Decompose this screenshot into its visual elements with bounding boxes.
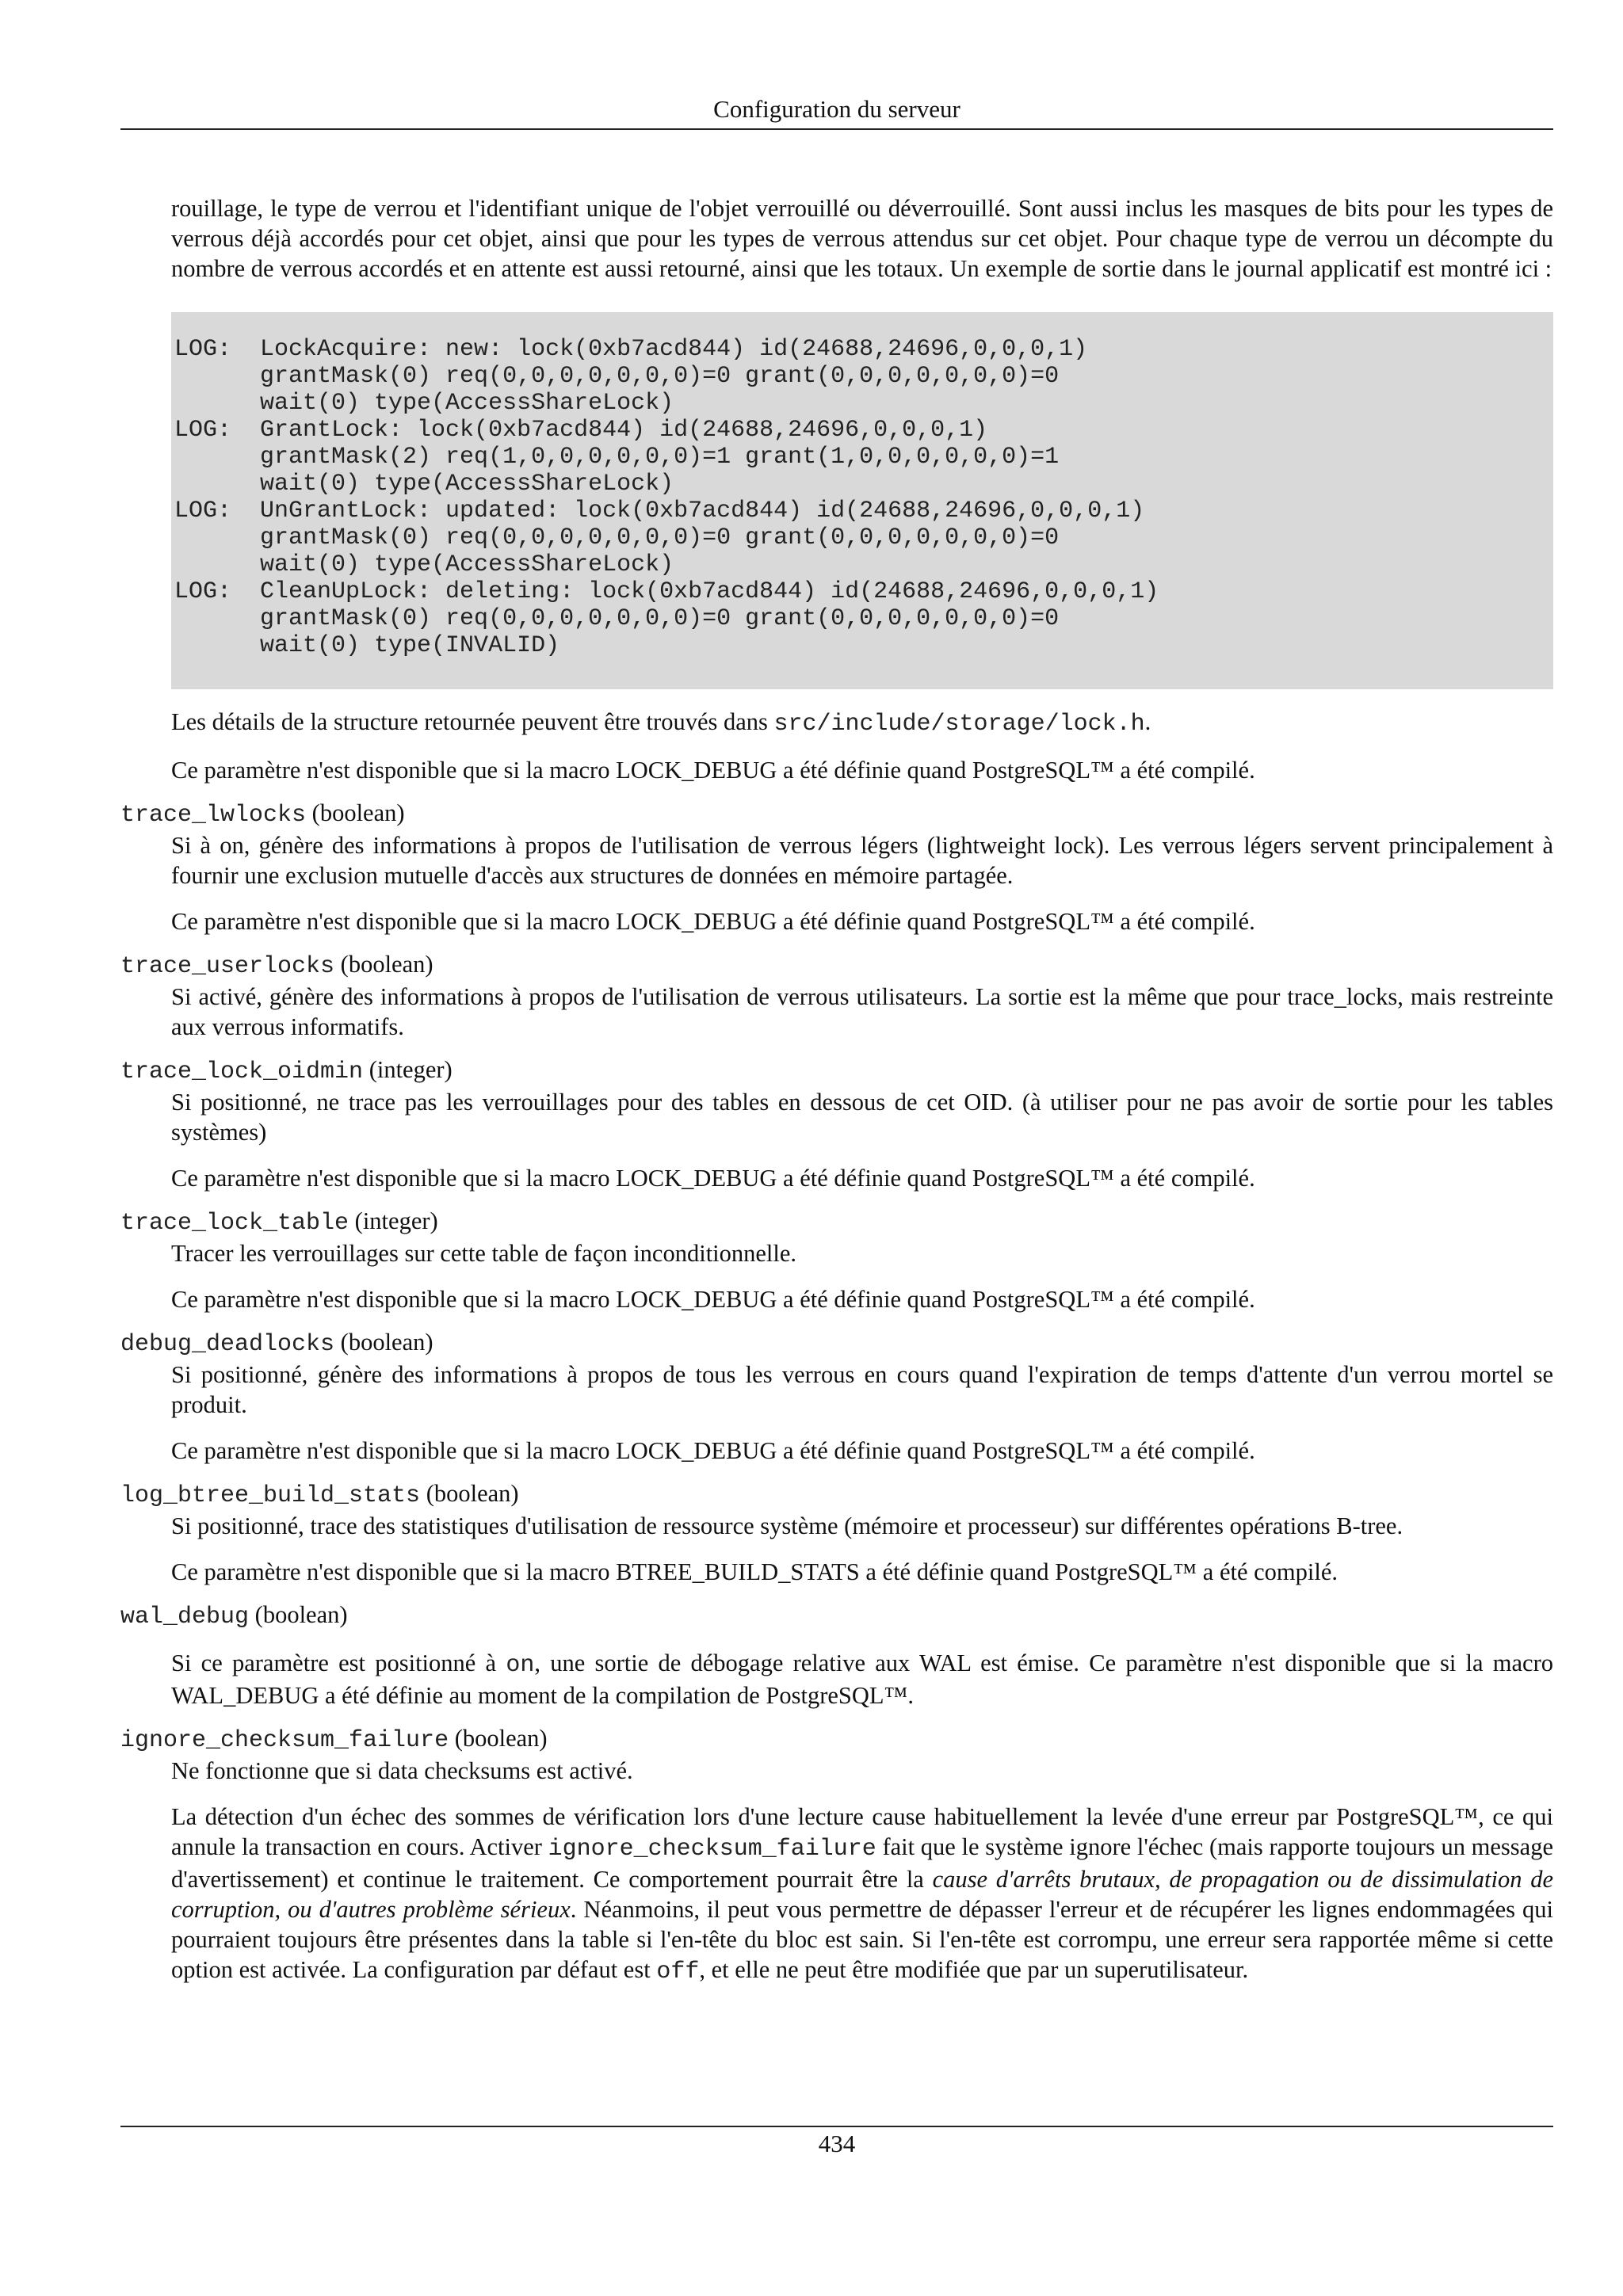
lock-debug-note: Ce paramètre n'est disponible que si la macro LOCK_DEBUG a été définie quand PostgreSQL™ a été compilé. (171, 1437, 1255, 1464)
term-header (120, 1327, 1553, 1360)
param-type: (integer) (369, 1056, 453, 1083)
param-description: Si activé, génère des informations à propos de l'utilisation de verrous utilisateurs. La sortie est la même que pour trace_locks, mais restreinte aux verrous informatifs. (171, 983, 1553, 1040)
header-rule (120, 128, 1553, 130)
on-value: on (506, 1652, 535, 1679)
param-description: Si positionné, trace des statistiques d'utilisation de ressource système (mémoire et processeur) sur différentes opérations B-tree. (171, 1512, 1403, 1539)
term-header (120, 1055, 1553, 1087)
desc-text: , et elle ne peut être modifiée que par un superutilisateur. (699, 1956, 1249, 1983)
param-name: trace_lock_table (120, 1210, 349, 1237)
param-name: trace_lock_oidmin (120, 1058, 364, 1085)
term-header (120, 798, 1553, 830)
param-type: (boolean) (454, 1725, 548, 1752)
param-description: Tracer les verrouillages sur cette table de façon inconditionnelle. (171, 1240, 797, 1267)
term-debug-deadlocks (120, 1327, 1553, 1466)
running-header: Configuration du serveur (713, 95, 960, 123)
desc-text: La détection d'un échec des sommes de vérification lors d'une lecture cause habituellement la levée d'une erreur par PostgreSQL™, ce qui annule la transaction en cours. Activer (171, 1803, 1553, 1860)
param-name: debug_deadlocks (120, 1331, 335, 1358)
page-number: 434 (818, 2130, 856, 2157)
param-description: Si positionné, génère des informations à propos de tous les verrous en cours quand l'expiration de temps d'attente d'un verrou mortel se produit. (171, 1361, 1553, 1418)
lock-debug-note: Ce paramètre n'est disponible que si la macro LOCK_DEBUG a été définie quand PostgreSQL™ a été compilé. (171, 1165, 1255, 1192)
checksum-detail-paragraph (171, 1802, 1553, 1987)
code-line: LOG: GrantLock: lock(0xb7acd844) id(24688,24696,0,0,0,1) (174, 417, 988, 444)
param-type: (boolean) (426, 1480, 519, 1507)
desc-text: . Néanmoins, il peut vous permettre de dépasser l'erreur et de récupérer les lignes endommagées qui pourraient toujours être présentes dans la table si l'en-tête du bloc est sain. Si l'en-tête est corrompu, une erreur sera rapportée même si cette option est activée. La configuration par défaut est (171, 1896, 1553, 1983)
code-line: grantMask(0) req(0,0,0,0,0,0,0)=0 grant(0,0,0,0,0,0,0)=0 (174, 363, 1060, 390)
code-line: wait(0) type(AccessShareLock) (174, 471, 674, 498)
term-header (120, 1206, 1553, 1238)
param-description: Ne fonctionne que si data checksums est activé. (171, 1757, 633, 1784)
off-value: off (656, 1958, 700, 1985)
lock-debug-note: Ce paramètre n'est disponible que si la macro LOCK_DEBUG a été définie quand PostgreSQL™ a été compilé. (171, 908, 1255, 935)
term-header (120, 949, 1553, 982)
term-log-btree-build-stats (120, 1478, 1553, 1587)
code-line: LOG: UnGrantLock: updated: lock(0xb7acd844) id(24688,24696,0,0,0,1) (174, 498, 1145, 524)
intro-paragraph: rouillage, le type de verrou et l'identifiant unique de l'objet verrouillé ou déverrouillé. Sont aussi inclus les masques de bits pour les types de verrous déjà accordés pour cet objet, ainsi que pour les types de verrous attendus sur cet objet. Pour chaque type de verrou un décompte du nombre de verrous accordés et en attente est aussi retourné, ainsi que les totaux. Un exemple de sortie dans le journal applicatif est montré ici : (171, 195, 1553, 282)
param-name: wal_debug (120, 1604, 250, 1630)
param-description (171, 1648, 1553, 1711)
code-line: LOG: CleanUpLock: deleting: lock(0xb7acd844) id(24688,24696,0,0,0,1) (174, 578, 1159, 605)
desc-text: Si ce paramètre est positionné à (171, 1650, 506, 1676)
param-type: (boolean) (254, 1601, 348, 1628)
emphasis-text: cause d'arrêts brutaux, de propagation ou de dissimulation de corruption, ou d'autres problème sérieux (171, 1866, 1553, 1923)
term-trace-lock-oidmin (120, 1055, 1553, 1193)
page-body (120, 193, 1553, 1987)
code-line: grantMask(0) req(0,0,0,0,0,0,0)=0 grant(0,0,0,0,0,0,0)=0 (174, 605, 1060, 632)
term-header (120, 1478, 1553, 1511)
term-header (120, 1723, 1553, 1756)
btree-build-stats-note: Ce paramètre n'est disponible que si la macro BTREE_BUILD_STATS a été définie quand PostgreSQL™ a été compilé. (171, 1558, 1338, 1585)
lock-debug-note: Ce paramètre n'est disponible que si la macro LOCK_DEBUG a été définie quand PostgreSQL™ a été compilé. (171, 1286, 1255, 1313)
code-line: wait(0) type(AccessShareLock) (174, 390, 674, 417)
blank-gap (120, 1632, 1553, 1648)
param-name: log_btree_build_stats (120, 1482, 421, 1509)
details-text: Les détails de la structure retournée peuvent être trouvés dans (171, 708, 774, 735)
param-type: (boolean) (340, 1329, 433, 1356)
inline-code: ignore_checksum_failure (548, 1836, 876, 1863)
footer-rule (120, 2126, 1553, 2127)
desc-text: fait que le système ignore l'échec (mais rapporte toujours un message d'avertissement) et continue le traitement. Ce comportement pourrait être la (171, 1833, 1553, 1893)
term-ignore-checksum-failure (120, 1723, 1553, 1987)
term-header (120, 1600, 1553, 1632)
lock-debug-note: Ce paramètre n'est disponible que si la macro LOCK_DEBUG a été définie quand PostgreSQL™ a été compilé. (171, 757, 1255, 784)
term-wal-debug (120, 1600, 1553, 1711)
term-trace-userlocks (120, 949, 1553, 1042)
param-name: ignore_checksum_failure (120, 1727, 449, 1754)
code-line: wait(0) type(AccessShareLock) (174, 551, 674, 578)
code-line: LOG: LockAcquire: new: lock(0xb7acd844) id(24688,24696,0,0,0,1) (174, 336, 1088, 363)
code-line: wait(0) type(INVALID) (174, 632, 560, 659)
term-trace-lock-table (120, 1206, 1553, 1314)
param-description: Si positionné, ne trace pas les verrouillages pour des tables en dessous de cet OID. (à utiliser pour ne pas avoir de sortie pour les tables systèmes) (171, 1089, 1553, 1146)
code-example (171, 312, 1553, 689)
details-paragraph (171, 707, 1553, 739)
code-line: grantMask(0) req(0,0,0,0,0,0,0)=0 grant(0,0,0,0,0,0,0)=0 (174, 524, 1060, 551)
details-end: . (1144, 708, 1151, 735)
desc-text: , une sortie de débogage relative aux WAL est émise. Ce paramètre n'est disponible que si la macro WAL_DEBUG a été définie au moment de la compilation de PostgreSQL™. (171, 1650, 1553, 1709)
term-trace-lwlocks (120, 798, 1553, 936)
param-description: Si à on, génère des informations à propos de l'utilisation de verrous légers (lightweight lock). Les verrous légers servent principalement à fournir une exclusion mutuelle d'accès aux structures de données en mémoire partagée. (171, 832, 1553, 889)
param-name: trace_lwlocks (120, 802, 307, 829)
lock-h-path: src/include/storage/lock.h (773, 711, 1145, 738)
param-type: (boolean) (311, 799, 405, 826)
param-type: (integer) (354, 1207, 438, 1234)
param-name: trace_userlocks (120, 953, 335, 980)
param-type: (boolean) (340, 951, 433, 978)
code-line: grantMask(2) req(1,0,0,0,0,0,0)=1 grant(1,0,0,0,0,0,0)=1 (174, 444, 1060, 471)
